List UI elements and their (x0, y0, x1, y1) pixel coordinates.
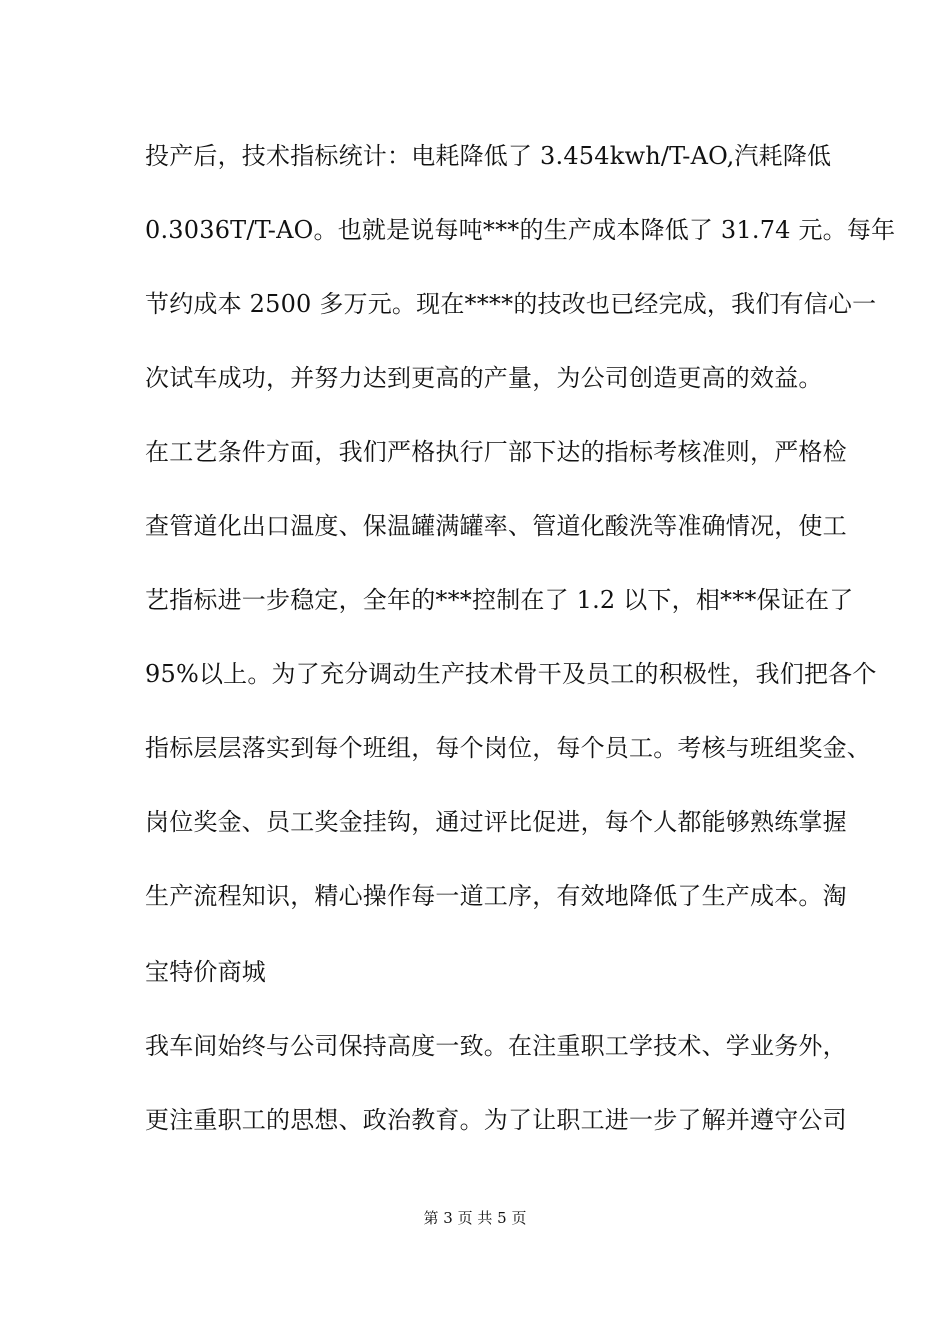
text-line: 投产后，技术指标统计：电耗降低了 3.454kwh/T-AO,汽耗降低 (145, 142, 832, 170)
page-number: 第 3 页 共 5 页 (423, 1209, 527, 1227)
text-line: 岗位奖金、员工奖金挂钩，通过评比促进，每个人都能够熟练掌握 (145, 808, 847, 836)
text-line: 节约成本 2500 多万元。现在****的技改也已经完成，我们有信心一 (145, 290, 877, 318)
text-line: 在工艺条件方面，我们严格执行厂部下达的指标考核准则，严格检 (145, 438, 847, 466)
text-line: 0.3036T/T-AO。也就是说每吨***的生产成本降低了 31.74 元。每年 (145, 216, 896, 244)
text-line: 95%以上。为了充分调动生产技术骨干及员工的积极性，我们把各个 (145, 660, 877, 688)
text-line: 更注重职工的思想、政治教育。为了让职工进一步了解并遵守公司 (145, 1106, 847, 1134)
text-line: 宝特价商城 (145, 958, 266, 986)
text-line: 查管道化出口温度、保温罐满罐率、管道化酸洗等准确情况，使工 (145, 512, 847, 540)
text-line: 我车间始终与公司保持高度一致。在注重职工学技术、学业务外， (145, 1032, 847, 1060)
text-line: 次试车成功，并努力达到更高的产量，为公司创造更高的效益。 (145, 364, 823, 392)
text-line: 指标层层落实到每个班组，每个岗位，每个员工。考核与班组奖金、 (145, 734, 871, 762)
text-line: 生产流程知识，精心操作每一道工序，有效地降低了生产成本。淘 (145, 882, 847, 910)
text-line: 艺指标进一步稳定，全年的***控制在了 1.2 以下，相***保证在了 (145, 586, 854, 614)
